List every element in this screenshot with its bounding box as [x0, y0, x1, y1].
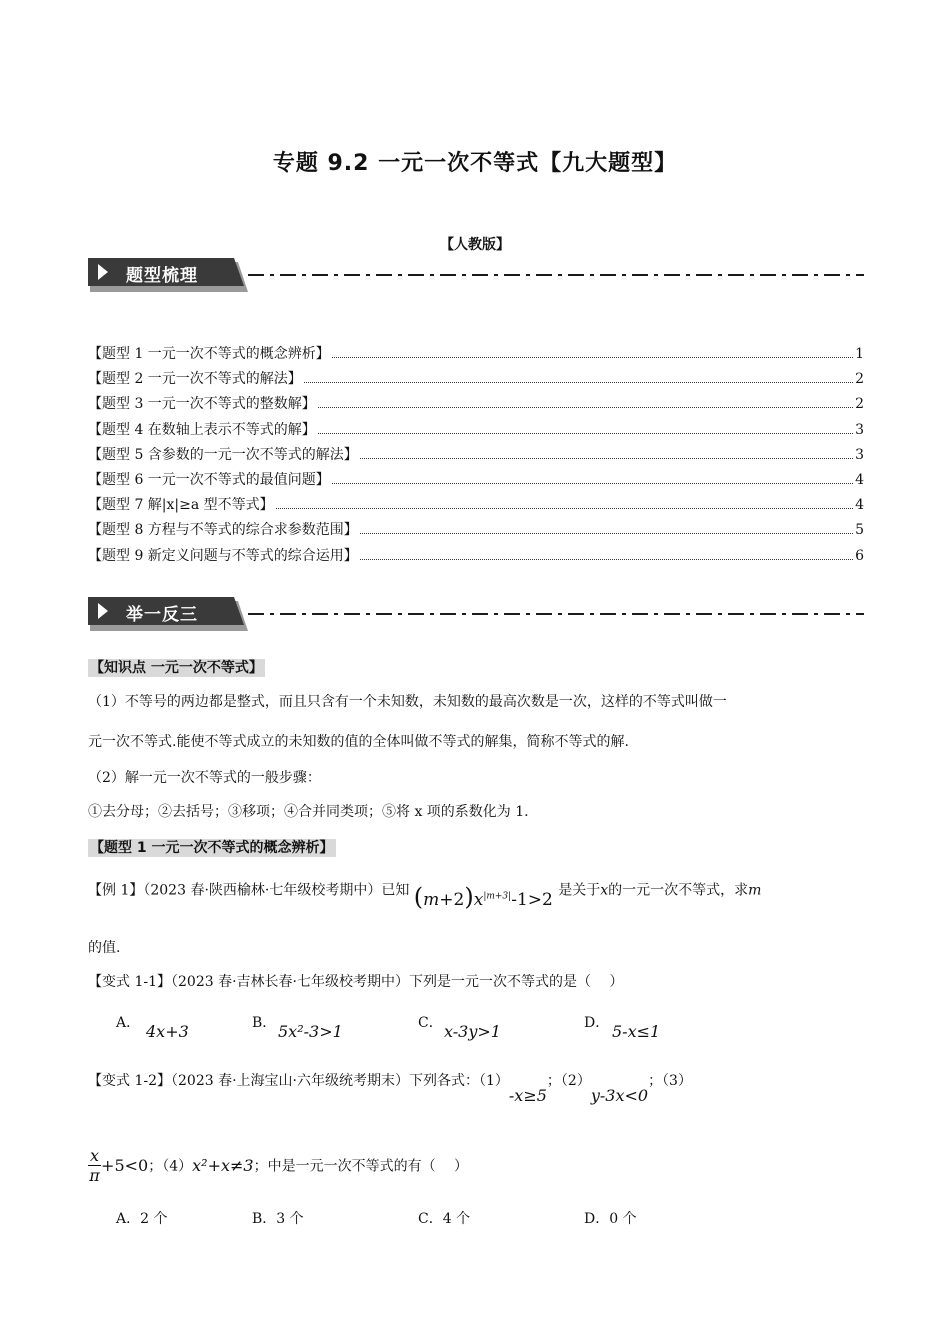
option-b[interactable]: B． — [252, 1015, 277, 1031]
example-1: 【例 1】（2023 春·陕西榆林·七年级校考期中）已知 $(m+2)x^{|m+3|}-1>2$ 是关于x的一元一次不等式，求m — [88, 882, 762, 911]
option-a-expr: 4x+3 — [146, 1022, 189, 1041]
variant-1-2-cont: $\frac{x}{\pi}$ +5<0；（4）x²+x≠3；中是一元一次不等式的有（ ） — [89, 1146, 469, 1185]
variant-1-1: 【变式 1-1】（2023 春·吉林长春·七年级校考期中）下列是一元一次不等式的是（ ） — [88, 974, 624, 990]
knowledge-para-1a: （1）不等号的两边都是整式，而且只含有一个未知数，未知数的最高次数是一次，这样的不等式叫做一 — [88, 694, 727, 710]
toc-item[interactable]: 【题型 9 新定义问题与不等式的综合运用】 6 — [88, 547, 864, 564]
toc-item[interactable]: 【题型 6 一元一次不等式的最值问题】 4 — [88, 471, 864, 488]
edition-label: 【人教版】 — [440, 237, 510, 253]
option-a[interactable]: A．2 个 — [116, 1211, 168, 1227]
toc-item[interactable]: 【题型 7 解|x|≥a 型不等式】 4 — [88, 497, 864, 514]
toc-item[interactable]: 【题型 4 在数轴上表示不等式的解】 3 — [88, 421, 864, 438]
option-c[interactable]: C． — [418, 1015, 443, 1031]
option-a[interactable]: A． — [116, 1015, 141, 1031]
example-label: 【例 1】 — [88, 882, 144, 899]
toc-item[interactable]: 【题型 2 一元一次不等式的解法】 2 — [88, 371, 864, 388]
example-math: $(m+2)x^{|m+3|}-1>2$ — [413, 882, 553, 911]
section-title-overview: 题型梳理 — [126, 266, 198, 286]
toc-item[interactable]: 【题型 8 方程与不等式的综合求参数范围】 5 — [88, 522, 864, 539]
knowledge-para-2: （2）解一元一次不等式的一般步骤： — [88, 770, 321, 786]
option-c[interactable]: C．4 个 — [418, 1211, 471, 1227]
dash-divider — [248, 613, 864, 615]
fraction: $\frac{x}{\pi}$ — [89, 1146, 100, 1185]
variant-1-2: 【变式 1-2】（2023 春·上海宝山·六年级统考期末）下列各式：（1）-x≥5；（2）y-3x<0；（3） — [88, 1073, 692, 1105]
knowledge-heading: 【知识点 一元一次不等式】 — [90, 660, 263, 676]
option-d-expr: 5-x≤1 — [612, 1022, 661, 1041]
section-banner-practice — [88, 595, 864, 631]
option-c-expr: x-3y>1 — [444, 1022, 501, 1041]
option-d[interactable]: D． — [584, 1015, 610, 1031]
knowledge-para-3: ①去分母；②去括号；③移项；④合并同类项；⑤将 x 项的系数化为 1. — [88, 804, 529, 820]
toc-item[interactable]: 【题型 1 一元一次不等式的概念辨析】 1 — [88, 346, 864, 362]
section-title-practice: 举一反三 — [126, 605, 198, 625]
knowledge-para-1b: 元一次不等式.能使不等式成立的未知数的值的全体叫做不等式的解集，简称不等式的解. — [88, 734, 629, 750]
type1-heading: 【题型 1 一元一次不等式的概念辨析】 — [90, 840, 334, 856]
table-of-contents — [88, 342, 864, 569]
section-banner-type-overview — [88, 256, 864, 292]
example-source: （2023 春·陕西榆林·七年级校考期中）已知 — [143, 882, 410, 899]
dash-divider — [248, 274, 864, 276]
page-title: 专题 9.2 一元一次不等式【九大题型】 — [272, 151, 678, 176]
toc-item[interactable]: 【题型 3 一元一次不等式的整数解】 2 — [88, 396, 864, 413]
example-1-end: 的值. — [88, 940, 121, 956]
option-b-expr: 5x²-3>1 — [278, 1022, 343, 1041]
toc-item[interactable]: 【题型 5 含参数的一元一次不等式的解法】 3 — [88, 446, 864, 463]
option-b[interactable]: B．3 个 — [252, 1211, 304, 1227]
option-d[interactable]: D．0 个 — [584, 1211, 637, 1227]
